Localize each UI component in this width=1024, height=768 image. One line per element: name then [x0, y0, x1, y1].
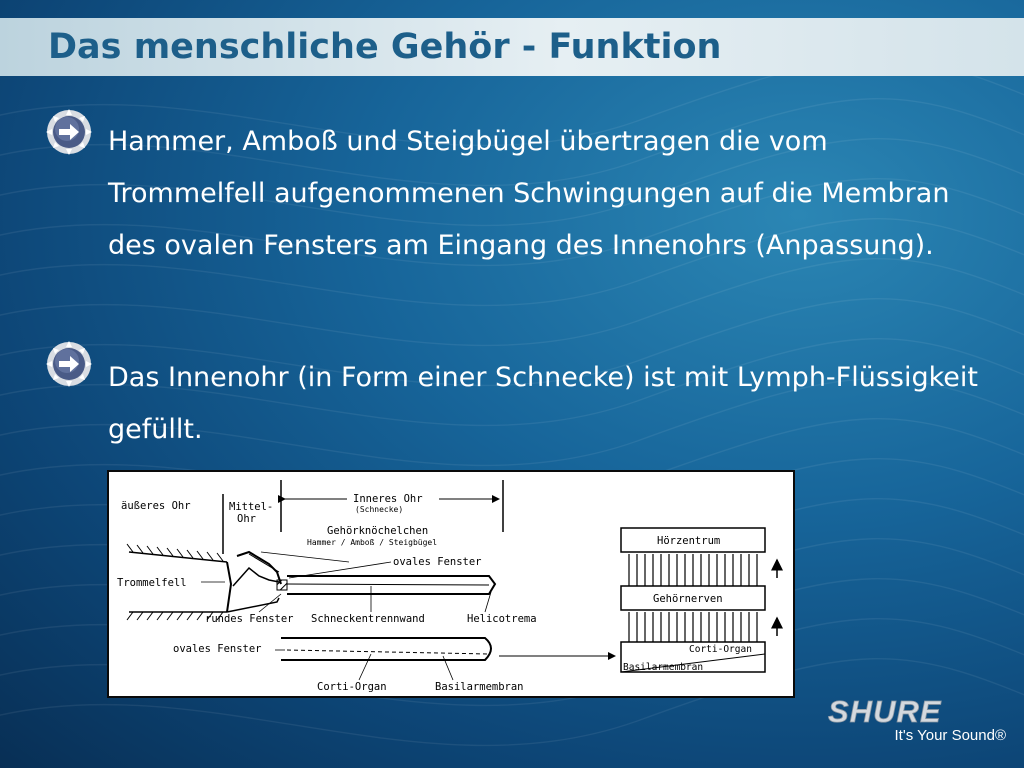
- bullet-text-inner-ear: Das Innenohr (in Form einer Schnecke) ist mit Lymph-Flüssigkeit gefüllt.: [108, 362, 978, 445]
- label-cochlear-partition: Schneckentrennwand: [311, 613, 425, 625]
- brand-tagline: It's Your Sound®: [894, 727, 1006, 744]
- label-eardrum: Trommelfell: [117, 577, 187, 589]
- label-ossicles-sub: Hammer / Amboß / Steigbügel: [307, 538, 438, 547]
- shure-logo-text: SHURE: [828, 694, 942, 729]
- label-corti-organ-right: Corti-Organ: [689, 644, 752, 655]
- bullet-text-ossicles: Hammer, Amboß und Steigbügel übertragen die vom Trommelfell aufgenommenen Schwingungen auf die Membran des ovalen Fensters am Eingang des Innenohrs (Anpassung).: [108, 126, 950, 261]
- label-helicotrema: Helicotrema: [467, 613, 537, 625]
- label-basilar-membrane-right: Basilarmembran: [623, 662, 704, 673]
- label-middle-ear-line1: Mittel-: [229, 501, 274, 513]
- label-middle-ear-line2: Ohr: [237, 513, 256, 525]
- label-basilar-membrane: Basilarmembran: [435, 681, 524, 693]
- label-ossicles: Gehörknöchelchen: [327, 525, 429, 537]
- slide-title: Das menschliche Gehör - Funktion: [48, 27, 722, 67]
- label-corti-organ: Corti-Organ: [317, 681, 387, 693]
- ear-function-diagram: [107, 470, 795, 698]
- label-auditory-nerves: Gehörnerven: [653, 593, 723, 605]
- label-round-window: rundes Fenster: [205, 613, 294, 625]
- label-auditory-center: Hörzentrum: [657, 535, 721, 547]
- title-bar: [0, 18, 1024, 76]
- arrow-right-seal-icon: [46, 109, 92, 155]
- label-inner-ear-sub: (Schnecke): [355, 505, 404, 514]
- arrow-right-seal-icon: [46, 341, 92, 387]
- label-oval-window-top: ovales Fenster: [393, 556, 482, 568]
- label-oval-window-bottom: ovales Fenster: [173, 643, 262, 655]
- label-inner-ear: Inneres Ohr: [353, 493, 423, 505]
- label-outer-ear: äußeres Ohr: [121, 500, 191, 512]
